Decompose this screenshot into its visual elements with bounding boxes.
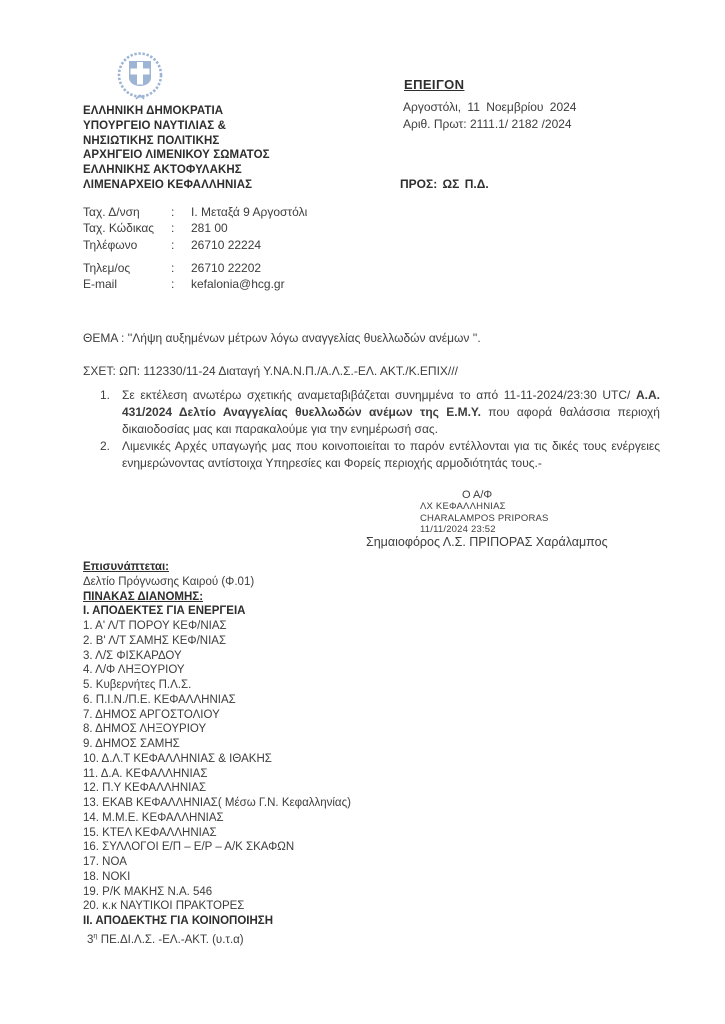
contact-label: Τηλεμ/ος: [83, 260, 131, 275]
contact-row: [83, 220, 307, 236]
contact-value: 26710 22202: [191, 260, 262, 275]
sender-line: ΕΛΛΗΝΙΚΗΣ ΑΚΤΟΦΥΛΑΚΗΣ: [83, 164, 242, 177]
sender-line: ΕΛΛΗΝΙΚΗ ΔΗΜΟΚΡΑΤΙΑ: [83, 105, 224, 117]
contact-separator: :: [171, 221, 175, 236]
sender-letterhead: [83, 104, 270, 193]
distribution-section1-title: Ι. ΑΠΟΔΕΚΤΕΣ ΓΙΑ ΕΝΕΡΓΕΙΑ: [83, 605, 246, 618]
place-date: Αργοστόλι, 11 Νοεμβρίου 2024: [403, 100, 577, 114]
distribution-list-item: 17. ΝΟΑ: [83, 856, 127, 868]
contact-row: [83, 237, 307, 253]
reference-line: ΣΧΕΤ: ΩΠ: 112330/11-24 Διαταγή Υ.ΝΑ.Ν.Π./Α.Λ.Σ.-ΕΛ. ΑΚΤ./Κ.ΕΠΙΧ///: [83, 364, 458, 378]
distribution-list-item: 14. Μ.Μ.Ε. ΚΕΦΑΛΛΗΝΙΑΣ: [83, 811, 224, 824]
distribution-list-item: 2. Β' Λ/Τ ΣΑΜΗΣ ΚΕΦ/ΝΙΑΣ: [83, 634, 227, 647]
attachments-label: Επισυνάπτεται:: [83, 561, 169, 573]
sender-line: ΥΠΟΥΡΓΕΙΟ ΝΑΥΤΙΛΙΑΣ &: [83, 119, 226, 132]
sender-line: ΛΙΜΕΝΑΡΧΕΙΟ ΚΕΦΑΛΛΗΝΙΑΣ: [83, 178, 253, 191]
cc-recipient-text: ΠΕ.ΔΙ.Λ.Σ. -ΕΛ.-ΑΚΤ. (υ.τ.α): [97, 933, 244, 946]
protocol-number: Αριθ. Πρωτ: 2111.1/ 2182 /2024: [403, 117, 572, 131]
sender-line: ΑΡΧΗΓΕΙΟ ΛΙΜΕΝΙΚΟΥ ΣΩΜΑΤΟΣ: [83, 149, 270, 162]
contact-label: Ταχ. Κώδικας: [83, 221, 155, 236]
contact-separator: :: [171, 277, 175, 292]
distribution-list-item: 3. Λ/Σ ΦΙΣΚΑΡΔΟΥ: [83, 649, 182, 662]
distribution-list-item: 12. Π.Υ ΚΕΦΑΛΛΗΝΙΑΣ: [83, 782, 207, 795]
distribution-list-item: 15. ΚΤΕΛ ΚΕΦΑΛΛΗΝΙΑΣ: [83, 826, 217, 839]
cc-recipient: [83, 929, 351, 948]
body-paragraphs: [100, 387, 660, 472]
paragraph-number: 1.: [100, 388, 111, 402]
distribution-list-item: 16. ΣΥΛΛΟΓΟΙ Ε/Π – Ε/Ρ – Α/Κ ΣΚΑΦΩΝ: [83, 841, 295, 854]
subject-line: ΘΕΜΑ : ''Λήψη αυξημένων μέτρων λόγω αναγγελίας θυελλωδών ανέμων ''.: [83, 331, 481, 345]
body-paragraph-2: [100, 438, 660, 472]
paragraph-text-emphasis: Α.Α. 431/2024 Δελτίο Αναγγελίας θυελλωδών ανέμων της Ε.Μ.Υ.: [122, 388, 660, 419]
distribution-title: ΠΙΝΑΚΑΣ ΔΙΑΝΟΜΗΣ:: [83, 590, 204, 603]
cc-recipient-number: 3: [87, 933, 94, 946]
distribution-list-item: 20. κ.κ ΝΑΥΤΙΚΟΙ ΠΡΑΚΤΟΡΕΣ: [83, 900, 245, 913]
contact-block: [83, 204, 307, 292]
distribution-list-item: 7. ΔΗΜΟΣ ΑΡΓΟΣΤΟΛΙΟΥ: [83, 708, 220, 721]
contact-separator: :: [171, 205, 175, 219]
body-paragraph-1: [100, 387, 660, 438]
distribution-list-item: 6. Π.Ι.Ν./Π.Ε. ΚΕΦΑΛΛΗΝΙΑΣ: [83, 693, 236, 706]
distribution-list-item: 1. Α' Λ/Τ ΠΟΡΟΥ ΚΕΦ/ΝΙΑΣ: [83, 620, 227, 632]
distribution-list-item: 9. ΔΗΜΟΣ ΣΑΜΗΣ: [83, 738, 180, 750]
sender-line: ΝΗΣΙΩΤΙΚΗΣ ΠΟΛΙΤΙΚΗΣ: [83, 134, 220, 147]
distribution-list-item: 8. ΔΗΜΟΣ ΛΗΞΟΥΡΙΟΥ: [83, 723, 207, 736]
contact-email-value: kefalonia@hcg.gr: [191, 277, 285, 292]
distribution-section2-title: ΙΙ. ΑΠΟΔΕΚΤΗΣ ΓΙΑ ΚΟΙΝΟΠΟΙΗΣΗ: [83, 915, 273, 927]
contact-row: [83, 260, 307, 276]
attachment-item: Δελτίο Πρόγνωσης Καιρού (Φ.01): [83, 575, 255, 588]
contact-value: Ι. Μεταξά 9 Αργοστόλι: [191, 205, 308, 219]
distribution-block: [83, 560, 351, 947]
contact-value: 26710 22224: [191, 237, 262, 252]
contact-row: [83, 204, 307, 220]
stamp-line: ΛΧ ΚΕΦΑΛΛΗΝΙΑΣ: [420, 501, 506, 512]
distribution-list-item: 11. Δ.Α. ΚΕΦΑΛΛΗΝΙΑΣ: [83, 767, 208, 780]
distribution-list-item: 5. Κυβερνήτες Π.Λ.Σ.: [83, 679, 192, 691]
contact-separator: :: [171, 237, 175, 252]
signature-title: Ο Α/Φ: [462, 489, 493, 501]
paragraph-number: 2.: [100, 439, 111, 453]
urgency-label: ΕΠΕΙΓΟΝ: [404, 77, 465, 92]
recipient-line: ΠΡΟΣ: ΩΣ Π.Δ.: [400, 177, 489, 191]
stamp-line: 11/11/2024 23:52: [420, 524, 496, 536]
cc-recipient-ordinal: η: [93, 930, 98, 940]
digital-signature-stamp: [420, 501, 549, 536]
distribution-list-item: 18. ΝΟΚΙ: [83, 870, 131, 883]
distribution-list-item: 19. Ρ/Κ ΜΑΚΗΣ Ν.Α. 546: [83, 885, 213, 898]
contact-label: E-mail: [83, 277, 118, 292]
contact-label: Τηλέφωνο: [83, 237, 138, 252]
contact-label: Ταχ. Δ/νση: [83, 205, 140, 219]
paragraph-text-post: που αφορά θαλάσσια περιοχή δικαιοδοσίας μας και παρακαλούμε για την ενημέρωσή σας.: [122, 405, 660, 436]
paragraph-text: Λιμενικές Αρχές υπαγωγής μας που κοινοποιείται το παρόν εντέλλονται για τις δικές τους ενέργειες ενημερώνοντας αντίστοιχα Υπηρεσίες και Φορείς περιοχής αρμοδιότητάς τους.-: [122, 439, 660, 470]
distribution-list-item: 13. ΕΚΑΒ ΚΕΦΑΛΛΗΝΙΑΣ( Μέσω Γ.Ν. Κεφαλληνίας): [83, 797, 351, 809]
contact-value: 281 00: [191, 221, 228, 236]
signatory-name: Σημαιοφόρος Λ.Σ. ΠΡΙΠΟΡΑΣ Χαράλαμπος: [366, 535, 608, 549]
paragraph-text: [122, 387, 660, 438]
greek-national-emblem-icon: [109, 51, 171, 101]
stamp-line: CHARALAMPOS PRIPORAS: [420, 512, 549, 524]
contact-row: [83, 276, 307, 292]
distribution-list-item: 10. Δ.Λ.Τ ΚΕΦΑΛΛΗΝΙΑΣ & ΙΘΑΚΗΣ: [83, 752, 272, 765]
contact-separator: :: [171, 260, 175, 275]
paragraph-text-pre: Σε εκτέλεση ανωτέρω σχετικής αναμεταβιβάζεται συνημμένα το από 11-11-2024/23:30 UTC/: [122, 388, 636, 402]
distribution-list-item: 4. Λ/Φ ΛΗΞΟΥΡΙΟΥ: [83, 664, 185, 677]
